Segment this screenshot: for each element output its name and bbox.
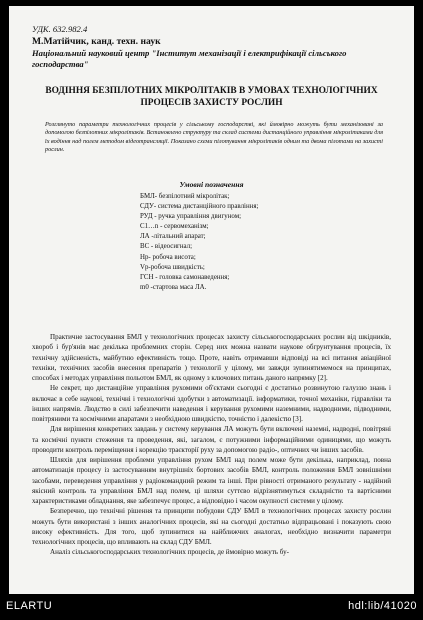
paragraph: Для вирішення конкретних завдань у систему керування ЛА можуть бути включені наземні, надводні, повітряні та космічні пункти стеження та проведення, які, загалом, є потужними інформаційними одиницями, що можуть проводити контроль переміщення і корекцію траєкторії руху за допомогою радіо-, оптичних чи інших засобів. xyxy=(32,425,391,454)
paragraph: Аналіз сільськогосподарських технологічних процесів, де ймовірно можуть бу- xyxy=(50,548,289,557)
notation-item: Нр- робоча висота; xyxy=(140,253,196,261)
notation-item: С1…n - сервомеханізм; xyxy=(140,223,209,231)
affiliation: Національний науковий центр "Інститут механізації і електрифікації сільського господарства" xyxy=(32,48,347,69)
footer-repository-label: ELARTU xyxy=(6,600,53,612)
notation-item: БМЛ- безпілотний мікролітак; xyxy=(140,193,230,200)
notation-heading: Умовні позначення xyxy=(179,180,244,189)
notation-item: m0 -стартова маса ЛА. xyxy=(140,283,207,291)
body-text xyxy=(32,332,391,558)
abstract: Розглянуто параметри технологічних процесів у сільському господарстві, які ймовірно можуть бути механізовані за допомогою безпілотних мікролітаків. Встановлено структуру та склад системи дистанційного управління мікролітаками для їх водіння над полем методом відеотрансляції. Показано схеми пілотування мікролітаків одним та двома пілотами на захисті рослин. xyxy=(45,121,383,154)
udk-code: УДК. 632.982.4 xyxy=(32,24,88,34)
notation-item: ВС - відеосигнал; xyxy=(140,243,193,251)
paragraph: Шляхів для вирішення проблеми управління рухом БМЛ над полем може бути декілька, наприклад, повна автоматизація процесу із застосуванням внутрішніх бортових засобів БМЛ, контроль положення БМЛ зовнішніми засобами, переведення управління у радіокомандний режим та інші. При рівності отриманого результату - надійний якісний контроль та управління БМЛ над полем, ці шляхи суттєво відрізнятимуться складністю та вартісними характеристиками обладнання, яке забезпечує процес, а відповідно і часом окупності системи у цілому. xyxy=(32,456,391,505)
notation-item: РУД - ручка управління двигуном; xyxy=(140,213,241,221)
notation-item: СДУ- система дистанційного правління; xyxy=(140,203,259,211)
footer-handle: hdl:lib/41020 xyxy=(348,600,417,612)
paragraph: Безперечно, що технічні рішення та принципи побудови СДУ БМЛ в технологічних процесах захисту рослин можуть бути використані з інших аналогічних процесів, які на сьогодні достатньо відпрацьовані і показують свою високу ефективність. Для того, щоб зупинитися на найближчих аналогах, необхідно визначити параметри технологічних процесів, що впливають на склад СДУ БМЛ. xyxy=(32,507,391,546)
notation-item: ЛА -літальний апарат; xyxy=(140,233,206,241)
notation-item: Vр-робоча швидкість; xyxy=(140,263,205,271)
notation-item: ГСН - головка самонаведення; xyxy=(140,273,230,281)
document-page xyxy=(9,6,414,594)
paragraph: Практичне застосування БМЛ у технологічних процесах захисту сільськогосподарських рослин від шкідників, хвороб і бур'янів має декілька проблемних сторін. Серед них можна назвати наукове обгрунтування процесів, їх технічну здійсненість, майбутню ефективність тощо. Проте, навіть отримавши відповіді на всі питання авіаційної техніки, технічних засобів внесення препаратів ) технології у цілому, ми завжди зупинятимемося на принципах, способах і методах управління польотом БМЛ, як одному з ключових питань даного напрямку [2]. xyxy=(32,333,391,382)
paragraph: Не секрет, що дистанційне управління рухомими об'єктами сьогодні є достатньо розвинутою галуззю знань і включає в себе наукові, технічні і технологічні здобутки з автоматизації. інформатики, точної механіки, гідравліки та інших напрямів. Людство в силі забезпечити наведення і керування рухомими наземними, надводними, підводними, повітряними та космічними апаратами з необхідною швидкістю, точністю і далекістю [3]. xyxy=(32,384,391,423)
author-line: М.Матійчик, канд. техн. наук xyxy=(32,36,161,47)
article-title: ВОДІННЯ БЕЗПІЛОТНИХ МІКРОЛІТАКІВ В УМОВАХ ТЕХНОЛОГІЧНИХ ПРОЦЕСІВ ЗАХИСТУ РОСЛИН xyxy=(45,86,378,108)
notation-list xyxy=(140,192,258,293)
